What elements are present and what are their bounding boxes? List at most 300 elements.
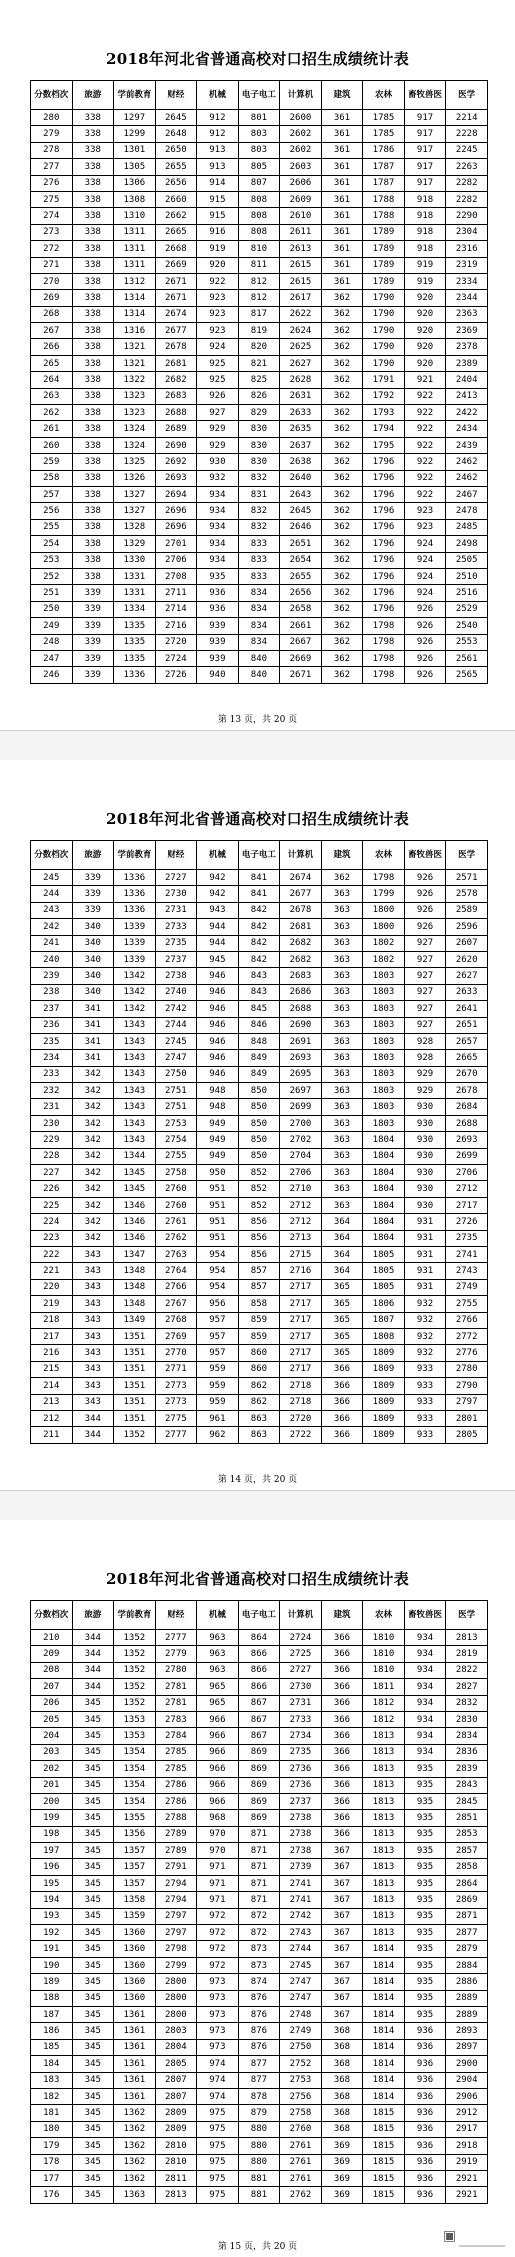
table-cell: 2656 bbox=[280, 585, 322, 601]
table-cell: 2864 bbox=[446, 1875, 488, 1891]
table-row bbox=[31, 1728, 488, 1744]
table-cell: 2655 bbox=[155, 159, 197, 175]
table-cell: 1791 bbox=[363, 372, 405, 388]
table-cell: 2627 bbox=[446, 968, 488, 984]
table-cell: 1787 bbox=[363, 175, 405, 191]
table-cell: 2620 bbox=[446, 951, 488, 967]
table-cell: 916 bbox=[197, 224, 239, 240]
table-cell: 1788 bbox=[363, 191, 405, 207]
table-row bbox=[31, 273, 488, 289]
table-cell: 1362 bbox=[114, 2154, 156, 2170]
table-cell: 274 bbox=[31, 208, 73, 224]
table-cell: 363 bbox=[321, 935, 363, 951]
table-cell: 1790 bbox=[363, 306, 405, 322]
table-cell: 912 bbox=[197, 110, 239, 126]
table-cell: 1805 bbox=[363, 1246, 405, 1262]
table-cell: 1815 bbox=[363, 2138, 405, 2154]
table-cell: 2478 bbox=[446, 503, 488, 519]
table-cell: 935 bbox=[404, 1810, 446, 1826]
table-cell: 921 bbox=[404, 372, 446, 388]
table-cell: 362 bbox=[321, 536, 363, 552]
table-row bbox=[31, 1132, 488, 1148]
table-row bbox=[31, 1630, 488, 1646]
table-cell: 1343 bbox=[114, 1083, 156, 1099]
table-cell: 2596 bbox=[446, 919, 488, 935]
table-cell: 338 bbox=[72, 405, 114, 421]
table-cell: 1803 bbox=[363, 984, 405, 1000]
table-cell: 190 bbox=[31, 1957, 73, 1973]
table-cell: 2761 bbox=[280, 2154, 322, 2170]
table-row bbox=[31, 919, 488, 935]
table-cell: 263 bbox=[31, 388, 73, 404]
table-cell: 924 bbox=[404, 585, 446, 601]
table-cell: 936 bbox=[404, 2154, 446, 2170]
table-cell: 1330 bbox=[114, 552, 156, 568]
table-cell: 935 bbox=[404, 1859, 446, 1875]
table-cell: 366 bbox=[321, 1826, 363, 1842]
table-cell: 812 bbox=[238, 290, 280, 306]
table-cell: 834 bbox=[238, 634, 280, 650]
table-cell: 344 bbox=[72, 1646, 114, 1662]
table-cell: 973 bbox=[197, 2006, 239, 2022]
table-cell: 2717 bbox=[446, 1197, 488, 1213]
table-cell: 257 bbox=[31, 486, 73, 502]
table-cell: 876 bbox=[238, 1990, 280, 2006]
table-cell: 2712 bbox=[280, 1214, 322, 1230]
table-cell: 942 bbox=[197, 886, 239, 902]
table-cell: 2637 bbox=[280, 437, 322, 453]
table-cell: 926 bbox=[404, 650, 446, 666]
table-cell: 345 bbox=[72, 2170, 114, 2186]
table-cell: 1810 bbox=[363, 1646, 405, 1662]
table-cell: 963 bbox=[197, 1662, 239, 1678]
table-cell: 1348 bbox=[114, 1296, 156, 1312]
table-cell: 340 bbox=[72, 951, 114, 967]
table-cell: 338 bbox=[72, 470, 114, 486]
table-cell: 338 bbox=[72, 126, 114, 142]
column-header: 电子电工 bbox=[238, 81, 280, 110]
table-cell: 850 bbox=[238, 1115, 280, 1131]
table-cell: 803 bbox=[238, 142, 280, 158]
table-row bbox=[31, 519, 488, 535]
table-cell: 2717 bbox=[280, 1296, 322, 1312]
table-cell: 2682 bbox=[280, 951, 322, 967]
table-cell: 1815 bbox=[363, 2187, 405, 2203]
table-cell: 246 bbox=[31, 667, 73, 683]
table-cell: 2752 bbox=[280, 2056, 322, 2072]
table-cell: 2389 bbox=[446, 355, 488, 371]
table-cell: 1346 bbox=[114, 1214, 156, 1230]
table-cell: 2717 bbox=[280, 1279, 322, 1295]
table-cell: 939 bbox=[197, 634, 239, 650]
table-cell: 2640 bbox=[280, 470, 322, 486]
table-cell: 975 bbox=[197, 2154, 239, 2170]
table-cell: 247 bbox=[31, 650, 73, 666]
table-cell: 2553 bbox=[446, 634, 488, 650]
table-cell: 1808 bbox=[363, 1328, 405, 1344]
table-cell: 920 bbox=[404, 355, 446, 371]
table-cell: 2610 bbox=[280, 208, 322, 224]
table-cell: 262 bbox=[31, 405, 73, 421]
table-cell: 2738 bbox=[280, 1810, 322, 1826]
table-cell: 361 bbox=[321, 142, 363, 158]
table-cell: 932 bbox=[404, 1312, 446, 1328]
table-cell: 936 bbox=[404, 2039, 446, 2055]
table-cell: 817 bbox=[238, 306, 280, 322]
table-cell: 2606 bbox=[280, 175, 322, 191]
table-cell: 1327 bbox=[114, 486, 156, 502]
table-cell: 2745 bbox=[280, 1957, 322, 1973]
table-cell: 1789 bbox=[363, 241, 405, 257]
table-cell: 264 bbox=[31, 372, 73, 388]
table-cell: 946 bbox=[197, 1001, 239, 1017]
table-cell: 2762 bbox=[155, 1230, 197, 1246]
table-cell: 2843 bbox=[446, 1777, 488, 1793]
table-cell: 2780 bbox=[155, 1662, 197, 1678]
table-cell: 338 bbox=[72, 355, 114, 371]
table-row bbox=[31, 1345, 488, 1361]
table-cell: 2832 bbox=[446, 1695, 488, 1711]
table-cell: 830 bbox=[238, 454, 280, 470]
table-cell: 362 bbox=[321, 503, 363, 519]
table-cell: 339 bbox=[72, 585, 114, 601]
table-cell: 1348 bbox=[114, 1263, 156, 1279]
table-cell: 968 bbox=[197, 1810, 239, 1826]
table-cell: 935 bbox=[404, 1793, 446, 1809]
table-cell: 923 bbox=[404, 519, 446, 535]
table-cell: 345 bbox=[72, 1826, 114, 1842]
table-cell: 866 bbox=[238, 1679, 280, 1695]
table-cell: 927 bbox=[404, 968, 446, 984]
table-cell: 2749 bbox=[446, 1279, 488, 1295]
table-cell: 2648 bbox=[155, 126, 197, 142]
table-cell: 867 bbox=[238, 1711, 280, 1727]
table-cell: 2737 bbox=[280, 1793, 322, 1809]
table-cell: 222 bbox=[31, 1246, 73, 1262]
table-cell: 1321 bbox=[114, 355, 156, 371]
table-cell: 948 bbox=[197, 1083, 239, 1099]
table-row bbox=[31, 1148, 488, 1164]
table-cell: 2462 bbox=[446, 470, 488, 486]
table-row bbox=[31, 191, 488, 207]
table-cell: 2682 bbox=[280, 935, 322, 951]
table-row bbox=[31, 667, 488, 683]
table-cell: 224 bbox=[31, 1214, 73, 1230]
table-cell: 2769 bbox=[155, 1328, 197, 1344]
table-cell: 1352 bbox=[114, 1646, 156, 1662]
table-cell: 2695 bbox=[280, 1066, 322, 1082]
table-cell: 2770 bbox=[155, 1345, 197, 1361]
page-15 bbox=[0, 1520, 515, 2257]
table-cell: 2674 bbox=[280, 870, 322, 886]
table-cell: 270 bbox=[31, 273, 73, 289]
table-cell: 936 bbox=[404, 2138, 446, 2154]
table-cell: 345 bbox=[72, 2006, 114, 2022]
table-cell: 240 bbox=[31, 951, 73, 967]
table-cell: 1339 bbox=[114, 935, 156, 951]
table-cell: 852 bbox=[238, 1197, 280, 1213]
table-cell: 871 bbox=[238, 1875, 280, 1891]
table-cell: 338 bbox=[72, 257, 114, 273]
table-cell: 1803 bbox=[363, 1017, 405, 1033]
table-cell: 834 bbox=[238, 618, 280, 634]
table-cell: 361 bbox=[321, 191, 363, 207]
table-cell: 951 bbox=[197, 1181, 239, 1197]
table-cell: 2819 bbox=[446, 1646, 488, 1662]
table-cell: 197 bbox=[31, 1843, 73, 1859]
table-row bbox=[31, 306, 488, 322]
table-cell: 363 bbox=[321, 1066, 363, 1082]
table-cell: 231 bbox=[31, 1099, 73, 1115]
table-cell: 177 bbox=[31, 2170, 73, 2186]
table-row bbox=[31, 1181, 488, 1197]
table-cell: 922 bbox=[197, 273, 239, 289]
table-cell: 874 bbox=[238, 1974, 280, 1990]
table-cell: 2741 bbox=[280, 1892, 322, 1908]
table-cell: 362 bbox=[321, 355, 363, 371]
table-cell: 834 bbox=[238, 601, 280, 617]
table-cell: 860 bbox=[238, 1361, 280, 1377]
table-row bbox=[31, 1263, 488, 1279]
table-cell: 362 bbox=[321, 339, 363, 355]
table-cell: 345 bbox=[72, 2088, 114, 2104]
table-cell: 2727 bbox=[155, 870, 197, 886]
table-cell: 842 bbox=[238, 919, 280, 935]
table-cell: 2263 bbox=[446, 159, 488, 175]
table-cell: 2741 bbox=[280, 1875, 322, 1891]
table-cell: 2319 bbox=[446, 257, 488, 273]
table-cell: 832 bbox=[238, 470, 280, 486]
table-cell: 856 bbox=[238, 1230, 280, 1246]
table-cell: 924 bbox=[404, 568, 446, 584]
table-cell: 1342 bbox=[114, 968, 156, 984]
table-cell: 1326 bbox=[114, 470, 156, 486]
table-cell: 1815 bbox=[363, 2121, 405, 2137]
table-cell: 268 bbox=[31, 306, 73, 322]
table-cell: 366 bbox=[321, 1793, 363, 1809]
table-cell: 1803 bbox=[363, 1083, 405, 1099]
table-cell: 2706 bbox=[155, 552, 197, 568]
table-cell: 1361 bbox=[114, 2056, 156, 2072]
table-cell: 1351 bbox=[114, 1394, 156, 1410]
table-cell: 2228 bbox=[446, 126, 488, 142]
table-cell: 340 bbox=[72, 935, 114, 951]
table-cell: 212 bbox=[31, 1410, 73, 1426]
table-cell: 2693 bbox=[155, 470, 197, 486]
table-cell: 2921 bbox=[446, 2187, 488, 2203]
table-cell: 2688 bbox=[446, 1115, 488, 1131]
table-cell: 2738 bbox=[280, 1843, 322, 1859]
table-row bbox=[31, 552, 488, 568]
table-cell: 251 bbox=[31, 585, 73, 601]
table-cell: 2613 bbox=[280, 241, 322, 257]
table-row bbox=[31, 1908, 488, 1924]
table-cell: 1336 bbox=[114, 902, 156, 918]
table-cell: 1787 bbox=[363, 159, 405, 175]
table-cell: 338 bbox=[72, 159, 114, 175]
table-cell: 842 bbox=[238, 902, 280, 918]
table-cell: 208 bbox=[31, 1662, 73, 1678]
table-cell: 2725 bbox=[280, 1646, 322, 1662]
table-cell: 2735 bbox=[155, 935, 197, 951]
table-cell: 841 bbox=[238, 886, 280, 902]
table-cell: 227 bbox=[31, 1165, 73, 1181]
table-cell: 242 bbox=[31, 919, 73, 935]
table-cell: 1335 bbox=[114, 618, 156, 634]
table-row bbox=[31, 1099, 488, 1115]
table-cell: 1811 bbox=[363, 1679, 405, 1695]
table-cell: 929 bbox=[197, 437, 239, 453]
table-cell: 343 bbox=[72, 1328, 114, 1344]
table-cell: 917 bbox=[404, 110, 446, 126]
table-cell: 2830 bbox=[446, 1711, 488, 1727]
table-cell: 881 bbox=[238, 2170, 280, 2186]
table-cell: 363 bbox=[321, 1197, 363, 1213]
table-cell: 866 bbox=[238, 1662, 280, 1678]
table-cell: 1324 bbox=[114, 421, 156, 437]
table-cell: 2760 bbox=[155, 1197, 197, 1213]
table-cell: 2748 bbox=[280, 2006, 322, 2022]
table-cell: 834 bbox=[238, 585, 280, 601]
table-cell: 238 bbox=[31, 984, 73, 1000]
table-cell: 2485 bbox=[446, 519, 488, 535]
table-cell: 805 bbox=[238, 159, 280, 175]
page-13 bbox=[0, 0, 515, 730]
table-cell: 342 bbox=[72, 1099, 114, 1115]
table-cell: 2904 bbox=[446, 2072, 488, 2088]
table-cell: 273 bbox=[31, 224, 73, 240]
table-cell: 1335 bbox=[114, 650, 156, 666]
table-cell: 842 bbox=[238, 935, 280, 951]
table-cell: 342 bbox=[72, 1165, 114, 1181]
table-cell: 338 bbox=[72, 290, 114, 306]
table-cell: 338 bbox=[72, 536, 114, 552]
table-cell: 2683 bbox=[280, 968, 322, 984]
table-cell: 934 bbox=[404, 1662, 446, 1678]
table-cell: 1803 bbox=[363, 1115, 405, 1131]
table-cell: 214 bbox=[31, 1378, 73, 1394]
table-cell: 179 bbox=[31, 2138, 73, 2154]
table-cell: 193 bbox=[31, 1908, 73, 1924]
table-cell: 934 bbox=[404, 1630, 446, 1646]
table-cell: 338 bbox=[72, 323, 114, 339]
table-cell: 2565 bbox=[446, 667, 488, 683]
table-cell: 920 bbox=[404, 323, 446, 339]
table-cell: 1314 bbox=[114, 306, 156, 322]
table-cell: 2760 bbox=[280, 2121, 322, 2137]
table-cell: 2708 bbox=[155, 568, 197, 584]
table-cell: 932 bbox=[404, 1296, 446, 1312]
table-cell: 843 bbox=[238, 968, 280, 984]
table-cell: 1297 bbox=[114, 110, 156, 126]
table-row bbox=[31, 437, 488, 453]
table-row bbox=[31, 1875, 488, 1891]
table-cell: 1311 bbox=[114, 224, 156, 240]
table-cell: 221 bbox=[31, 1263, 73, 1279]
column-header: 计算机 bbox=[280, 1601, 322, 1630]
table-cell: 1346 bbox=[114, 1230, 156, 1246]
table-cell: 345 bbox=[72, 2056, 114, 2072]
table-cell: 343 bbox=[72, 1361, 114, 1377]
table-row bbox=[31, 1826, 488, 1842]
table-cell: 1361 bbox=[114, 2088, 156, 2104]
table-cell: 342 bbox=[72, 1066, 114, 1082]
table-cell: 229 bbox=[31, 1132, 73, 1148]
table-row bbox=[31, 1974, 488, 1990]
column-header: 分数档次 bbox=[31, 841, 73, 870]
table-cell: 934 bbox=[197, 519, 239, 535]
table-cell: 1813 bbox=[363, 1810, 405, 1826]
table-cell: 1805 bbox=[363, 1279, 405, 1295]
table-cell: 217 bbox=[31, 1328, 73, 1344]
table-cell: 1354 bbox=[114, 1793, 156, 1809]
table-cell: 936 bbox=[404, 2023, 446, 2039]
table-cell: 366 bbox=[321, 1427, 363, 1443]
table-cell: 338 bbox=[72, 454, 114, 470]
table-cell: 880 bbox=[238, 2138, 280, 2154]
table-cell: 232 bbox=[31, 1083, 73, 1099]
table-cell: 2738 bbox=[155, 968, 197, 984]
table-row bbox=[31, 1394, 488, 1410]
table-cell: 363 bbox=[321, 1017, 363, 1033]
table-cell: 345 bbox=[72, 1777, 114, 1793]
table-cell: 2378 bbox=[446, 339, 488, 355]
table-cell: 961 bbox=[197, 1410, 239, 1426]
table-cell: 345 bbox=[72, 2105, 114, 2121]
table-cell: 918 bbox=[404, 208, 446, 224]
table-cell: 2775 bbox=[155, 1410, 197, 1426]
table-cell: 917 bbox=[404, 159, 446, 175]
table-row bbox=[31, 984, 488, 1000]
table-cell: 860 bbox=[238, 1345, 280, 1361]
table-cell: 2369 bbox=[446, 323, 488, 339]
table-cell: 1789 bbox=[363, 257, 405, 273]
table-cell: 367 bbox=[321, 2006, 363, 2022]
table-cell: 922 bbox=[404, 405, 446, 421]
table-cell: 2811 bbox=[155, 2170, 197, 2186]
table-row bbox=[31, 1810, 488, 1826]
table-row bbox=[31, 2154, 488, 2170]
table-cell: 2740 bbox=[155, 984, 197, 1000]
table-cell: 808 bbox=[238, 224, 280, 240]
table-cell: 1796 bbox=[363, 470, 405, 486]
table-cell: 926 bbox=[404, 634, 446, 650]
table-cell: 934 bbox=[404, 1744, 446, 1760]
table-cell: 873 bbox=[238, 1957, 280, 1973]
table-cell: 2498 bbox=[446, 536, 488, 552]
table-cell: 2704 bbox=[280, 1148, 322, 1164]
table-cell: 963 bbox=[197, 1646, 239, 1662]
table-cell: 2681 bbox=[280, 919, 322, 935]
table-cell: 362 bbox=[321, 388, 363, 404]
table-cell: 2712 bbox=[280, 1197, 322, 1213]
table-cell: 1336 bbox=[114, 667, 156, 683]
table-cell: 1803 bbox=[363, 1033, 405, 1049]
table-cell: 862 bbox=[238, 1394, 280, 1410]
table-row bbox=[31, 1843, 488, 1859]
table-cell: 957 bbox=[197, 1312, 239, 1328]
table-cell: 1813 bbox=[363, 1728, 405, 1744]
table-cell: 1322 bbox=[114, 372, 156, 388]
table-cell: 929 bbox=[197, 421, 239, 437]
table-cell: 362 bbox=[321, 519, 363, 535]
table-cell: 1804 bbox=[363, 1230, 405, 1246]
table-cell: 1335 bbox=[114, 634, 156, 650]
table-cell: 949 bbox=[197, 1148, 239, 1164]
table-cell: 2785 bbox=[155, 1761, 197, 1777]
table-cell: 2691 bbox=[280, 1033, 322, 1049]
table-cell: 2805 bbox=[155, 2056, 197, 2072]
